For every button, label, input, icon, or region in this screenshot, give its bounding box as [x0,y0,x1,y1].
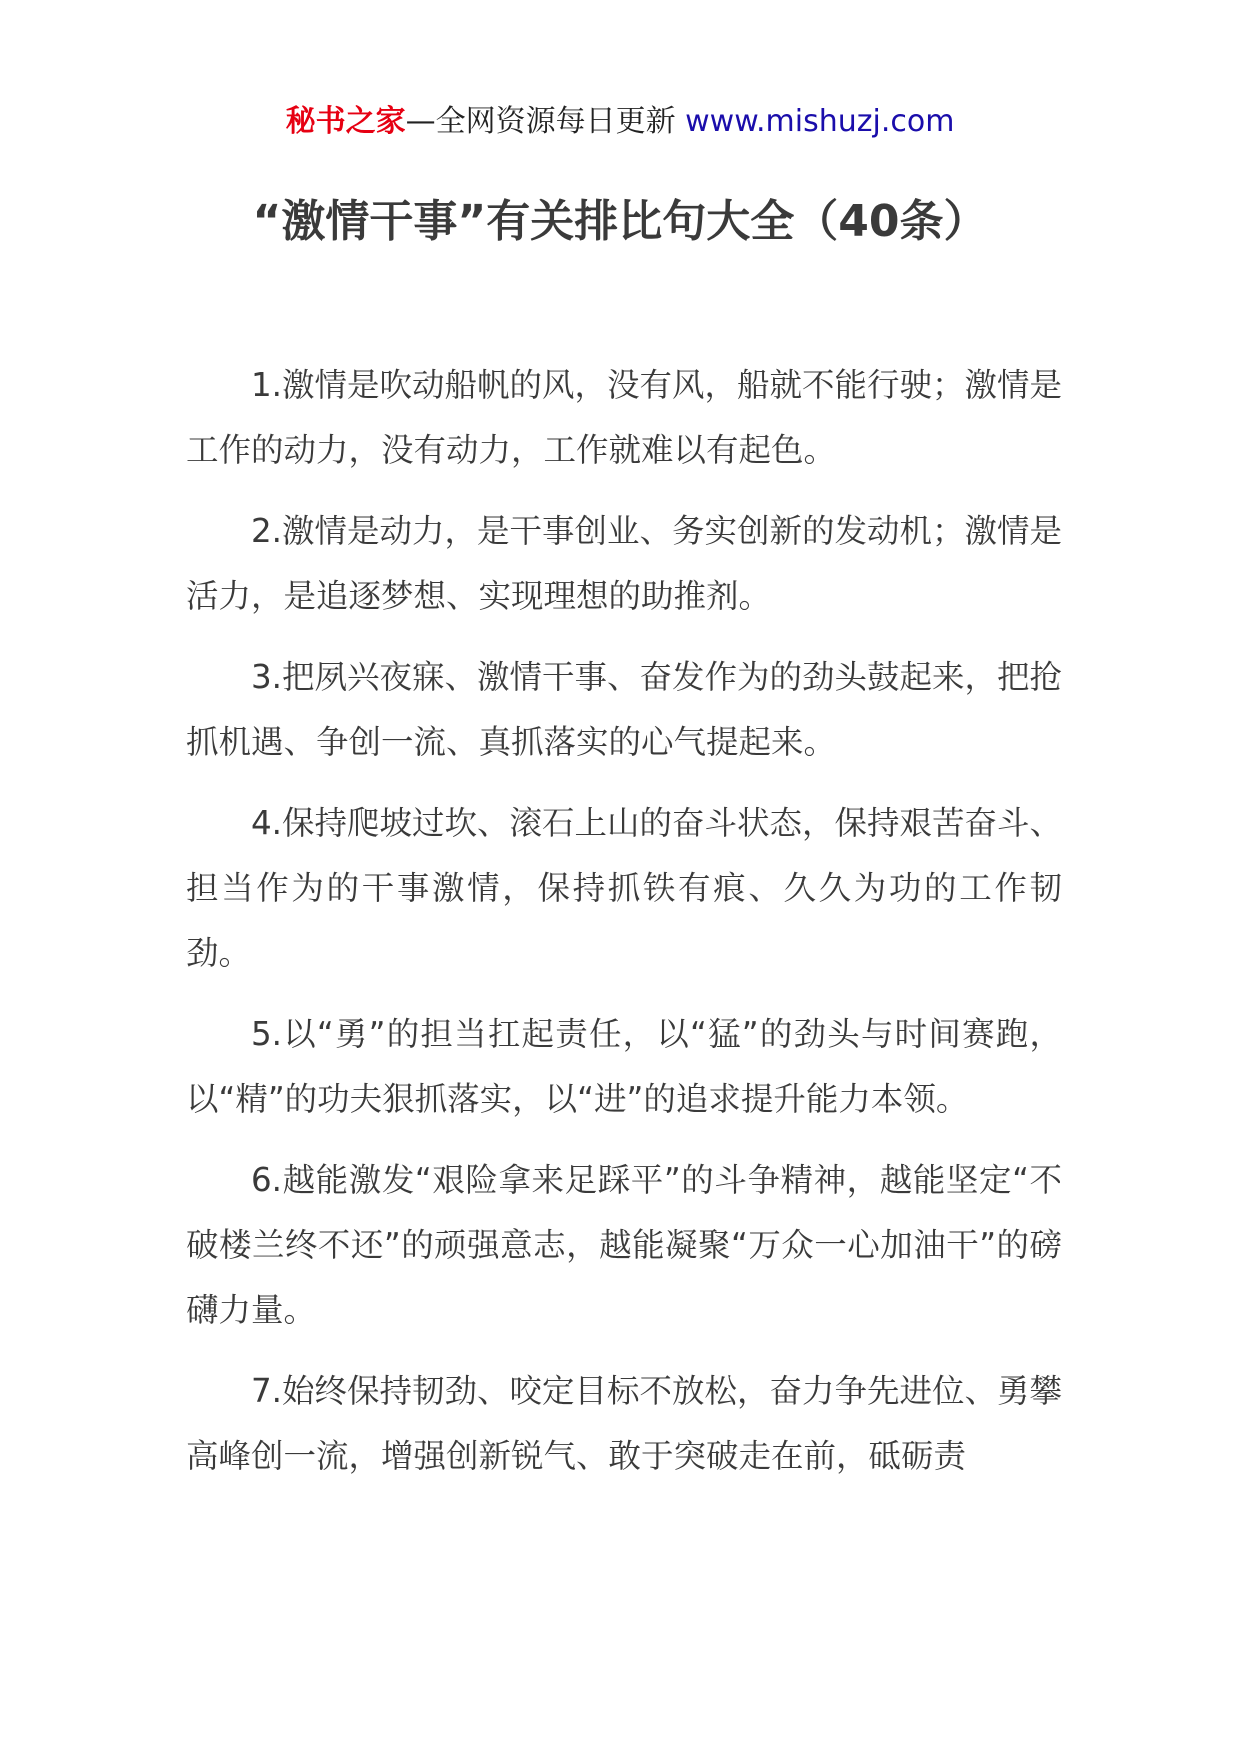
document-body [186,353,1062,1505]
paragraph: 7.始终保持韧劲、咬定目标不放松，奋力争先进位、勇攀高峰创一流，增强创新锐气、敢于突破走在前，砥砺责 [186,1372,1063,1475]
site-header [0,100,1240,144]
document-title: “激情干事”有关排比句大全（40条） [252,196,988,247]
paragraph: 1.激情是吹动船帆的风，没有风，船就不能行驶；激情是工作的动力，没有动力，工作就难以有起色。 [186,366,1063,469]
paragraph: 3.把夙兴夜寐、激情干事、奋发作为的劲头鼓起来，把抢抓机遇、争创一流、真抓落实的心气提起来。 [186,658,1063,761]
paragraph: 6.越能激发“艰险拿来足踩平”的斗争精神，越能坚定“不破楼兰终不还”的顽强意志，越能凝聚“万众一心加油干”的磅礴力量。 [186,1161,1062,1329]
site-url-link[interactable]: www.mishuzj.com [685,104,955,139]
paragraph: 4.保持爬坡过坎、滚石上山的奋斗状态，保持艰苦奋斗、担当作为的干事激情，保持抓铁有痕、久久为功的工作韧劲。 [186,804,1063,972]
site-brand: 秘书之家 [285,104,406,139]
site-tagline: —全网资源每日更新 [405,104,676,139]
paragraph: 5.以“勇”的担当扛起责任，以“猛”的劲头与时间赛跑，以“精”的功夫狠抓落实，以“进”的追求提升能力本领。 [186,1015,1062,1118]
paragraph: 2.激情是动力，是干事创业、务实创新的发动机；激情是活力，是追逐梦想、实现理想的助推剂。 [186,512,1063,615]
